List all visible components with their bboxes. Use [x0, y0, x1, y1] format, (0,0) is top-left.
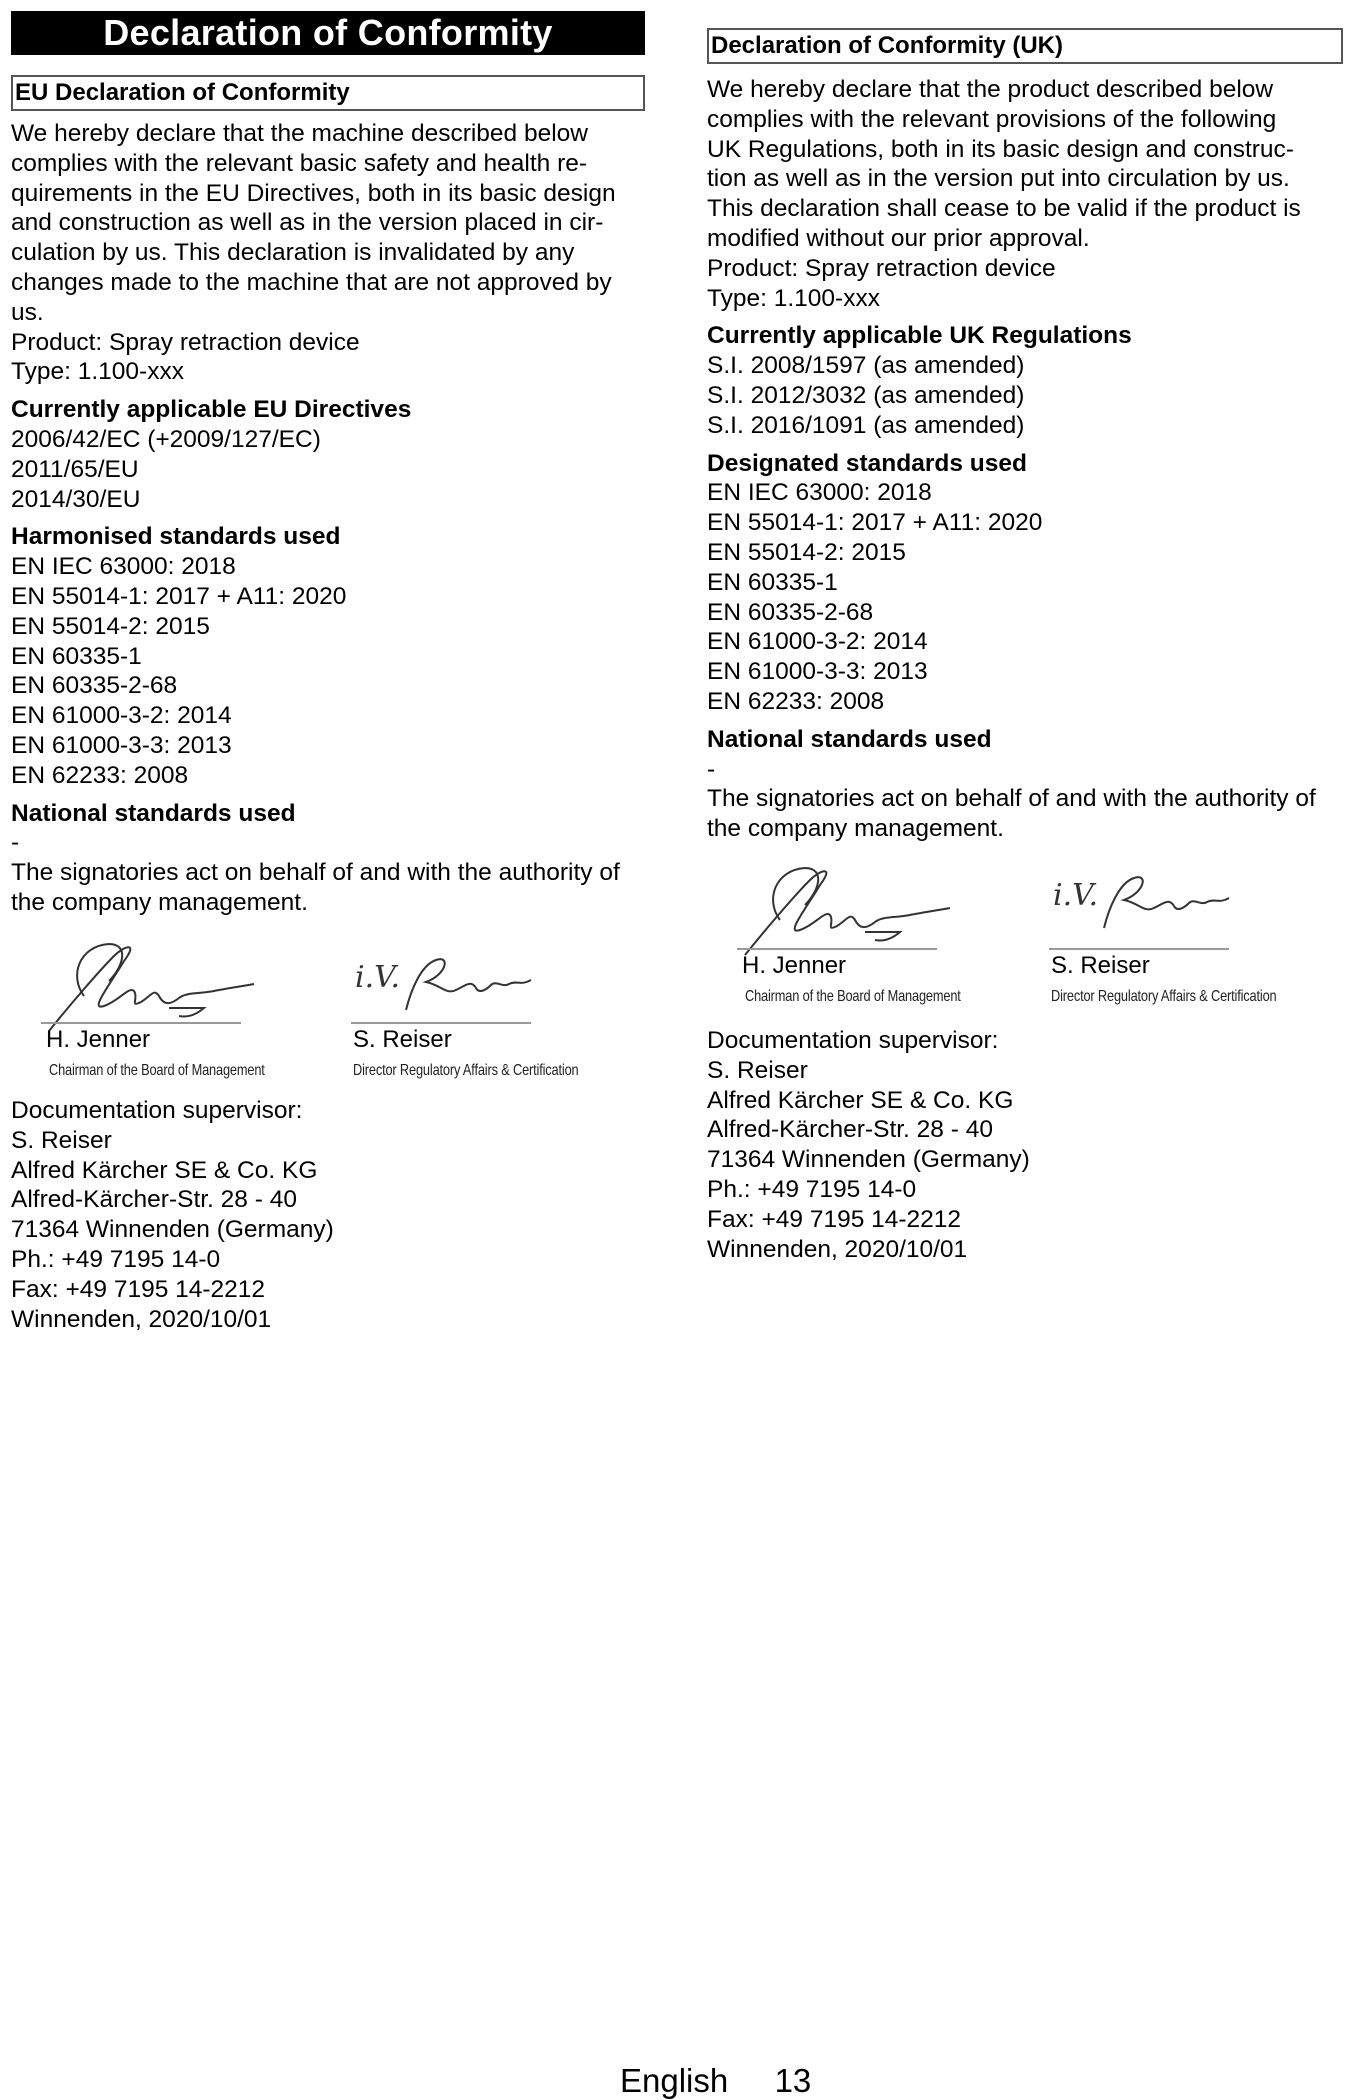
eu-directive-item: 2014/30/EU — [11, 485, 141, 513]
uk-product: Product: Spray retraction device — [707, 254, 1056, 282]
uk-contact-line: Documentation supervisor: — [707, 1027, 999, 1054]
page-number: 13 — [774, 2062, 812, 2099]
eu-intro-line: complies with the relevant basic safety and health re- — [11, 149, 588, 177]
page-title: Declaration of Conformity — [11, 11, 645, 55]
signer-jenner-name: H. Jenner — [742, 952, 847, 979]
eu-contact-line: Winnenden, 2020/10/01 — [11, 1305, 272, 1333]
eu-declaration-heading: EU Declaration of Conformity — [11, 75, 645, 111]
eu-standard-item: EN 62233: 2008 — [11, 761, 189, 789]
eu-signature-area — [11, 930, 645, 1095]
eu-contact-block — [11, 1096, 645, 1334]
signer-reiser-prefix: i.V. — [355, 960, 401, 995]
eu-contact-line: Alfred-Kärcher-Str. 28 - 40 — [11, 1186, 297, 1214]
eu-standard-item: EN 60335-2-68 — [11, 672, 178, 700]
eu-standard-item: EN IEC 63000: 2018 — [11, 553, 236, 581]
eu-standards-heading: Harmonised standards used — [11, 523, 341, 551]
eu-signatories-line: The signatories act on behalf of and with the authority of — [11, 859, 620, 887]
eu-product: Product: Spray retraction device — [11, 328, 360, 356]
uk-signature-area — [707, 860, 1343, 1025]
uk-standard-item: EN 62233: 2008 — [707, 687, 885, 715]
eu-standard-item: EN 61000-3-2: 2014 — [11, 702, 232, 730]
uk-standard-item: EN 55014-1: 2017 + A11: 2020 — [707, 509, 1043, 537]
signer-jenner-title: Chairman of the Board of Management — [745, 988, 961, 1005]
uk-intro-line: We hereby declare that the product described below — [707, 76, 1274, 103]
signer-reiser-title: Director Regulatory Affairs & Certification — [353, 1062, 579, 1079]
uk-type: Type: 1.100-xxx — [707, 284, 880, 312]
eu-intro-line: us. — [11, 298, 44, 326]
uk-regulations-heading: Currently applicable UK Regulations — [707, 322, 1132, 350]
uk-intro-line: complies with the relevant provisions of the following — [707, 105, 1277, 133]
eu-intro-line: quirements in the EU Directives, both in its basic design — [11, 179, 616, 207]
uk-regulation-item: S.I. 2008/1597 (as amended) — [707, 352, 1025, 380]
signature-reiser-icon — [391, 950, 541, 1020]
eu-contact-line: Fax: +49 7195 14-2212 — [11, 1275, 266, 1303]
eu-intro-line: culation by us. This declaration is invalidated by any — [11, 239, 575, 267]
uk-contact-line: Ph.: +49 7195 14-0 — [707, 1175, 917, 1203]
eu-intro-line: and construction as well as in the version placed in cir- — [11, 209, 604, 237]
uk-intro-line: modified without our prior approval. — [707, 224, 1090, 252]
eu-declaration-body — [11, 119, 645, 918]
eu-intro-line: We hereby declare that the machine described below — [11, 120, 588, 147]
eu-directives-heading: Currently applicable EU Directives — [11, 396, 412, 424]
signer-reiser-name: S. Reiser — [353, 1026, 452, 1053]
eu-contact-line: Ph.: +49 7195 14-0 — [11, 1245, 221, 1273]
uk-declaration-body — [707, 75, 1343, 844]
eu-directive-item: 2011/65/EU — [11, 455, 139, 483]
uk-signatories-line: The signatories act on behalf of and with the authority of — [707, 785, 1316, 813]
uk-signatories-line: the company management. — [707, 815, 1004, 843]
uk-contact-block — [707, 1026, 1343, 1264]
uk-standard-item: EN 61000-3-2: 2014 — [707, 628, 928, 656]
uk-standard-item: EN 61000-3-3: 2013 — [707, 658, 928, 686]
signer-reiser-name: S. Reiser — [1051, 952, 1150, 979]
uk-contact-line: Winnenden, 2020/10/01 — [707, 1235, 968, 1263]
signer-jenner-title: Chairman of the Board of Management — [49, 1062, 265, 1079]
uk-standards-heading: Designated standards used — [707, 449, 1027, 477]
eu-contact-line: Alfred Kärcher SE & Co. KG — [11, 1156, 318, 1184]
page-footer — [620, 2062, 811, 2100]
uk-contact-line: Alfred Kärcher SE & Co. KG — [707, 1086, 1014, 1114]
uk-declaration-heading: Declaration of Conformity (UK) — [707, 28, 1343, 64]
uk-intro-line: This declaration shall cease to be valid if the product is — [707, 195, 1301, 223]
eu-standard-item: EN 61000-3-3: 2013 — [11, 731, 232, 759]
eu-type: Type: 1.100-xxx — [11, 358, 184, 386]
eu-national-heading: National standards used — [11, 799, 296, 827]
uk-national-heading: National standards used — [707, 725, 992, 753]
uk-standard-item: EN 55014-2: 2015 — [707, 538, 906, 566]
uk-standard-item: EN 60335-1 — [707, 568, 838, 596]
uk-standard-item: EN IEC 63000: 2018 — [707, 479, 932, 507]
uk-contact-line: 71364 Winnenden (Germany) — [707, 1146, 1030, 1174]
eu-standard-item: EN 55014-1: 2017 + A11: 2020 — [11, 582, 347, 610]
signer-reiser-prefix: i.V. — [1053, 878, 1099, 913]
uk-national-value: - — [707, 755, 716, 783]
eu-contact-line: S. Reiser — [11, 1126, 112, 1154]
eu-standard-item: EN 55014-2: 2015 — [11, 612, 210, 640]
eu-signatories-line: the company management. — [11, 888, 308, 916]
uk-contact-line: Alfred-Kärcher-Str. 28 - 40 — [707, 1116, 993, 1144]
eu-contact-line: 71364 Winnenden (Germany) — [11, 1216, 334, 1244]
eu-intro-line: changes made to the machine that are not approved by — [11, 268, 612, 296]
uk-contact-line: Fax: +49 7195 14-2212 — [707, 1205, 962, 1233]
signature-reiser-icon — [1089, 868, 1239, 938]
eu-standard-item: EN 60335-1 — [11, 642, 142, 670]
uk-standard-item: EN 60335-2-68 — [707, 598, 874, 626]
eu-directive-item: 2006/42/EC (+2009/127/EC) — [11, 425, 321, 453]
uk-contact-line: S. Reiser — [707, 1056, 808, 1084]
uk-intro-line: tion as well as in the version put into circulation by us. — [707, 165, 1290, 193]
signer-jenner-name: H. Jenner — [46, 1026, 151, 1053]
uk-intro-line: UK Regulations, both in its basic design and construc- — [707, 135, 1294, 163]
uk-regulation-item: S.I. 2012/3032 (as amended) — [707, 381, 1025, 409]
signer-reiser-title: Director Regulatory Affairs & Certification — [1051, 988, 1277, 1005]
uk-regulation-item: S.I. 2016/1091 (as amended) — [707, 411, 1025, 439]
footer-language: English — [620, 2062, 729, 2099]
eu-national-value: - — [11, 829, 20, 857]
eu-contact-line: Documentation supervisor: — [11, 1097, 303, 1124]
